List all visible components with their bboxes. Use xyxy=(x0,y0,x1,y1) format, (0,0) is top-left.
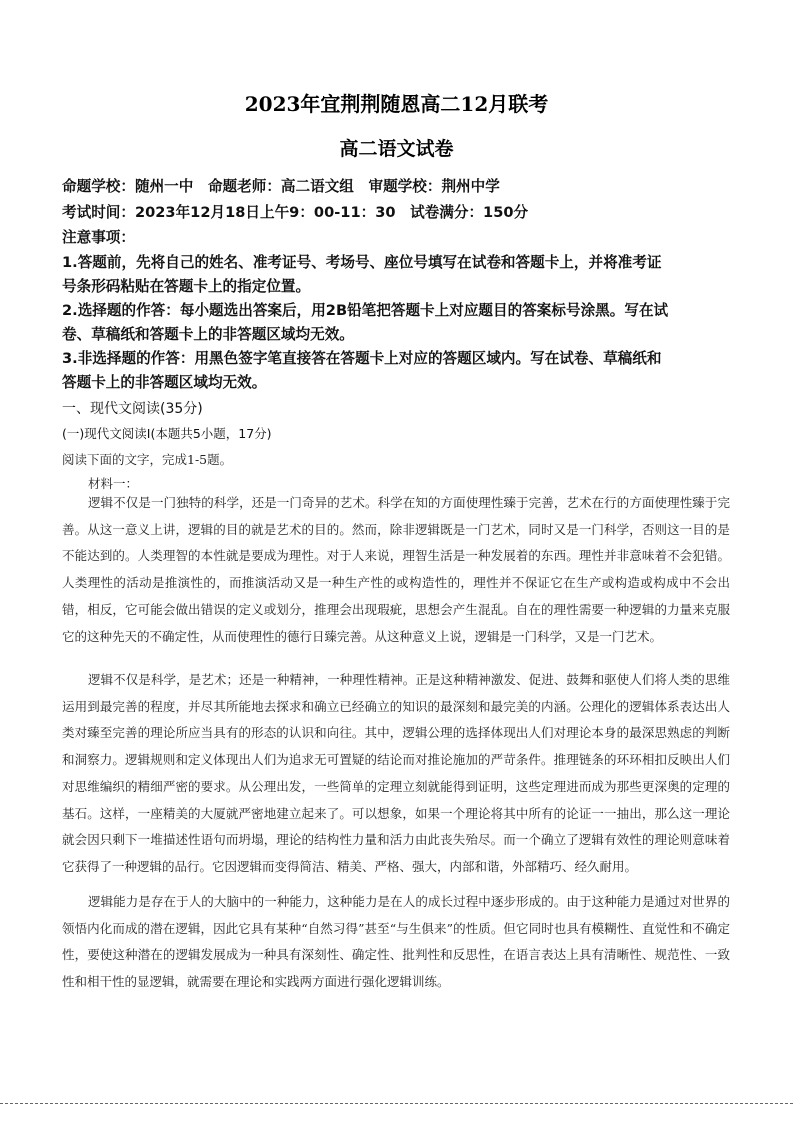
notice-item-1-line-2: 号条形码粘贴在答题卡上的指定位置。 xyxy=(62,278,311,295)
page-bottom-divider xyxy=(0,1103,793,1104)
reading-instruction: 阅读下面的文字，完成1-5题。 xyxy=(62,452,233,467)
meta-time-score: 考试时间：2023年12月18日上午9：00-11：30 试卷满分：150分 xyxy=(62,204,529,221)
notice-item-1-line-1: 1.答题前，先将自己的姓名、准考证号、考场号、座位号填写在试卷和答题卡上，并将准考证 xyxy=(62,254,662,271)
notice-item-2-line-1: 2.选择题的作答：每小题选出答案后，用2B铅笔把答题卡上对应题目的答案标号涂黑。写在试 xyxy=(62,302,669,319)
notice-heading: 注意事项： xyxy=(62,229,135,246)
section-heading: 一、现代文阅读(35分) xyxy=(62,401,203,417)
meta-authors: 命题学校：随州一中 命题老师：高二语文组 审题学校：荆州中学 xyxy=(62,178,500,195)
paragraph-2: 逻辑不仅是科学，是艺术；还是一种精神，一种理性精神。正是这种精神激发、促进、鼓舞和驱使人们将人类的思维运用到最完善的程度，并尽其所能地去探求和确立已经确立的知识的最深刻和最完美的内涵。公理化的逻辑体系表达出人类对臻至完善的理论所应当具有的形态的认识和向往。其中，逻辑公理的选择体现出人们对理论本身的最深思熟虑的判断和洞察力。逻辑规则和定义体现出人们为追求无可置疑的结论而对推论施加的严苛条件。推理链条的环环相扣反映出人们对思维编织的精细严密的要求。从公理出发，一些简单的定理立刻就能得到证明，这些定理进而成为那些更深奥的定理的基石。这样，一座精美的大厦就严密地建立起来了。可以想象，如果一个理论将其中所有的论证一一抽出，那么这一理论就会因只剩下一堆描述性语句而坍塌，理论的结构性力量和活力由此丧失殆尽。而一个确立了逻辑有效性的理论则意味着它获得了一种逻辑的品行。它因逻辑而变得简洁、精美、严格、强大，内部和谐，外部精巧、经久耐用。 xyxy=(62,672,730,874)
paragraph-1: 逻辑不仅是一门独特的科学，还是一门奇异的艺术。科学在知的方面使理性臻于完善，艺术在行的方面使理性臻于完善。从这一意义上讲，逻辑的目的就是艺术的目的。然而，除非逻辑既是一门艺术，同时又是一门科学，否则这一目的是不能达到的。人类理智的本性就是要成为理性。对于人来说，理智生活是一种发展着的东西。理性并非意味着不会犯错。人类理性的活动是推演性的，而推演活动又是一种生产性的或构造性的，理性并不保证它在生产或构造或构成中不会出错，相反，它可能会做出错误的定义或划分，推理会出现瑕疵，思想会产生混乱。自在的理性需要一种逻辑的力量来克服它的这种先天的不确定性，从而使理性的德行日臻完善。从这种意义上说，逻辑是一门科学，又是一门艺术。 xyxy=(62,495,730,644)
exam-subtitle: 高二语文试卷 xyxy=(339,138,454,160)
exam-title: 2023年宜荆荆随恩高二12月联考 xyxy=(244,92,549,116)
notice-item-3-line-2: 答题卡上的非答题区域均无效。 xyxy=(62,374,267,391)
notice-item-2-line-2: 卷、草稿纸和答题卡上的非答题区域均无效。 xyxy=(62,326,354,343)
section-sub-heading: (一)现代文阅读Ⅰ(本题共5小题，17分) xyxy=(62,426,272,441)
notice-item-3-line-1: 3.非选择题的作答：用黑色签字笔直接答在答题卡上对应的答题区域内。写在试卷、草稿纸和 xyxy=(62,350,662,367)
material-label: 材料一： xyxy=(88,476,139,491)
paragraph-3: 逻辑能力是存在于人的大脑中的一种能力，这种能力是在人的成长过程中逐步形成的。由于这种能力是通过对世界的领悟内化而成的潜在逻辑，因此它具有某种“自然习得”甚至“与生俱来”的性质。但它同时也具有模糊性、直觉性和不确定性，要使这种潜在的逻辑发展成为一种具有深刻性、确定性、批判性和反思性，在语言表达上具有清晰性、规范性、一致性和相干性的显逻辑，就需要在理论和实践两方面进行强化逻辑训练。 xyxy=(62,894,730,990)
